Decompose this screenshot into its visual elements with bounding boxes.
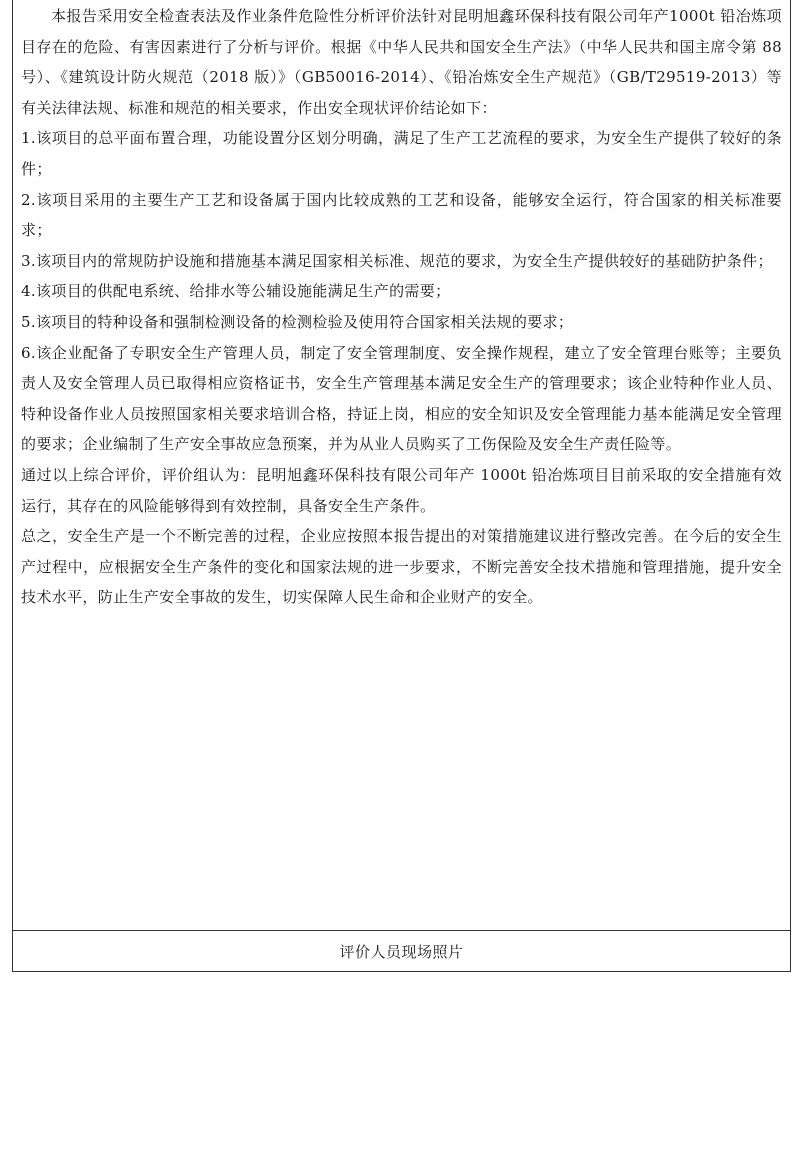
conclusion-item-5: 5.该项目的特种设备和强制检测设备的检测检验及使用符合国家相关法规的要求；: [21, 312, 574, 331]
conclusion-item-1: 1.该项目的总平面布置合理，功能设置分区划分明确，满足了生产工艺流程的要求，为安全生产提供了较好的条件；: [21, 129, 782, 178]
conclusion-item-4: 4.该项目的供配电系统、给排水等公辅设施能满足生产的需要；: [21, 282, 451, 301]
photo-section-header: 评价人员现场照片: [339, 943, 464, 961]
conclusion-cell: [13, 0, 790, 931]
summary-paragraph: 总之，安全生产是一个不断完善的过程，企业应按照本报告提出的对策措施建议进行整改完善。在今后的安全生产过程中，应根据安全生产条件的变化和国家法规的进一步要求，不断完善安全技术措施和管理措施，提升安全技术水平，防止生产安全事故的发生，切实保障人民生命和企业财产的安全。: [21, 527, 782, 607]
intro-paragraph: 本报告采用安全检查表法及作业条件危险性分析评价法针对昆明旭鑫环保科技有限公司年产1000t 铅冶炼项目存在的危险、有害因素进行了分析与评价。根据《中华人民共和国安全生产法》（中华人民共和国主席令第 88 号）、《建筑设计防火规范（2018 版）》（GB50016-2014）、《铅冶炼安全生产规范》（GB/T29519-2013）等有关法律法规、标准和规范的相关要求，作出安全现状评价结论如下：: [21, 7, 782, 117]
overall-conclusion-paragraph: 通过以上综合评价，评价组认为：昆明旭鑫环保科技有限公司年产 1000t 铅冶炼项目目前采取的安全措施有效运行，其存在的风险能够得到有效控制，具备安全生产条件。: [21, 465, 782, 515]
report-table: [12, 0, 791, 972]
conclusion-item-6: 6.该企业配备了专职安全生产管理人员，制定了安全管理制度、安全操作规程，建立了安全管理台账等；主要负责人及安全管理人员已取得相应资格证书，安全生产管理基本满足安全生产的管理要求；该企业特种作业人员、特种设备作业人员按照国家相关要求培训合格，持证上岗，相应的安全知识及安全管理能力基本能满足安全管理的要求；企业编制了生产安全事故应急预案，并为从业人员购买了工伤保险及安全生产责任险等。: [21, 343, 782, 454]
conclusion-item-3: 3.该项目内的常规防护设施和措施基本满足国家相关标准、规范的要求，为安全生产提供较好的基础防护条件；: [21, 251, 773, 270]
conclusion-item-2: 2.该项目采用的主要生产工艺和设备属于国内比较成熟的工艺和设备，能够安全运行，符合国家的相关标准要求；: [21, 190, 782, 240]
